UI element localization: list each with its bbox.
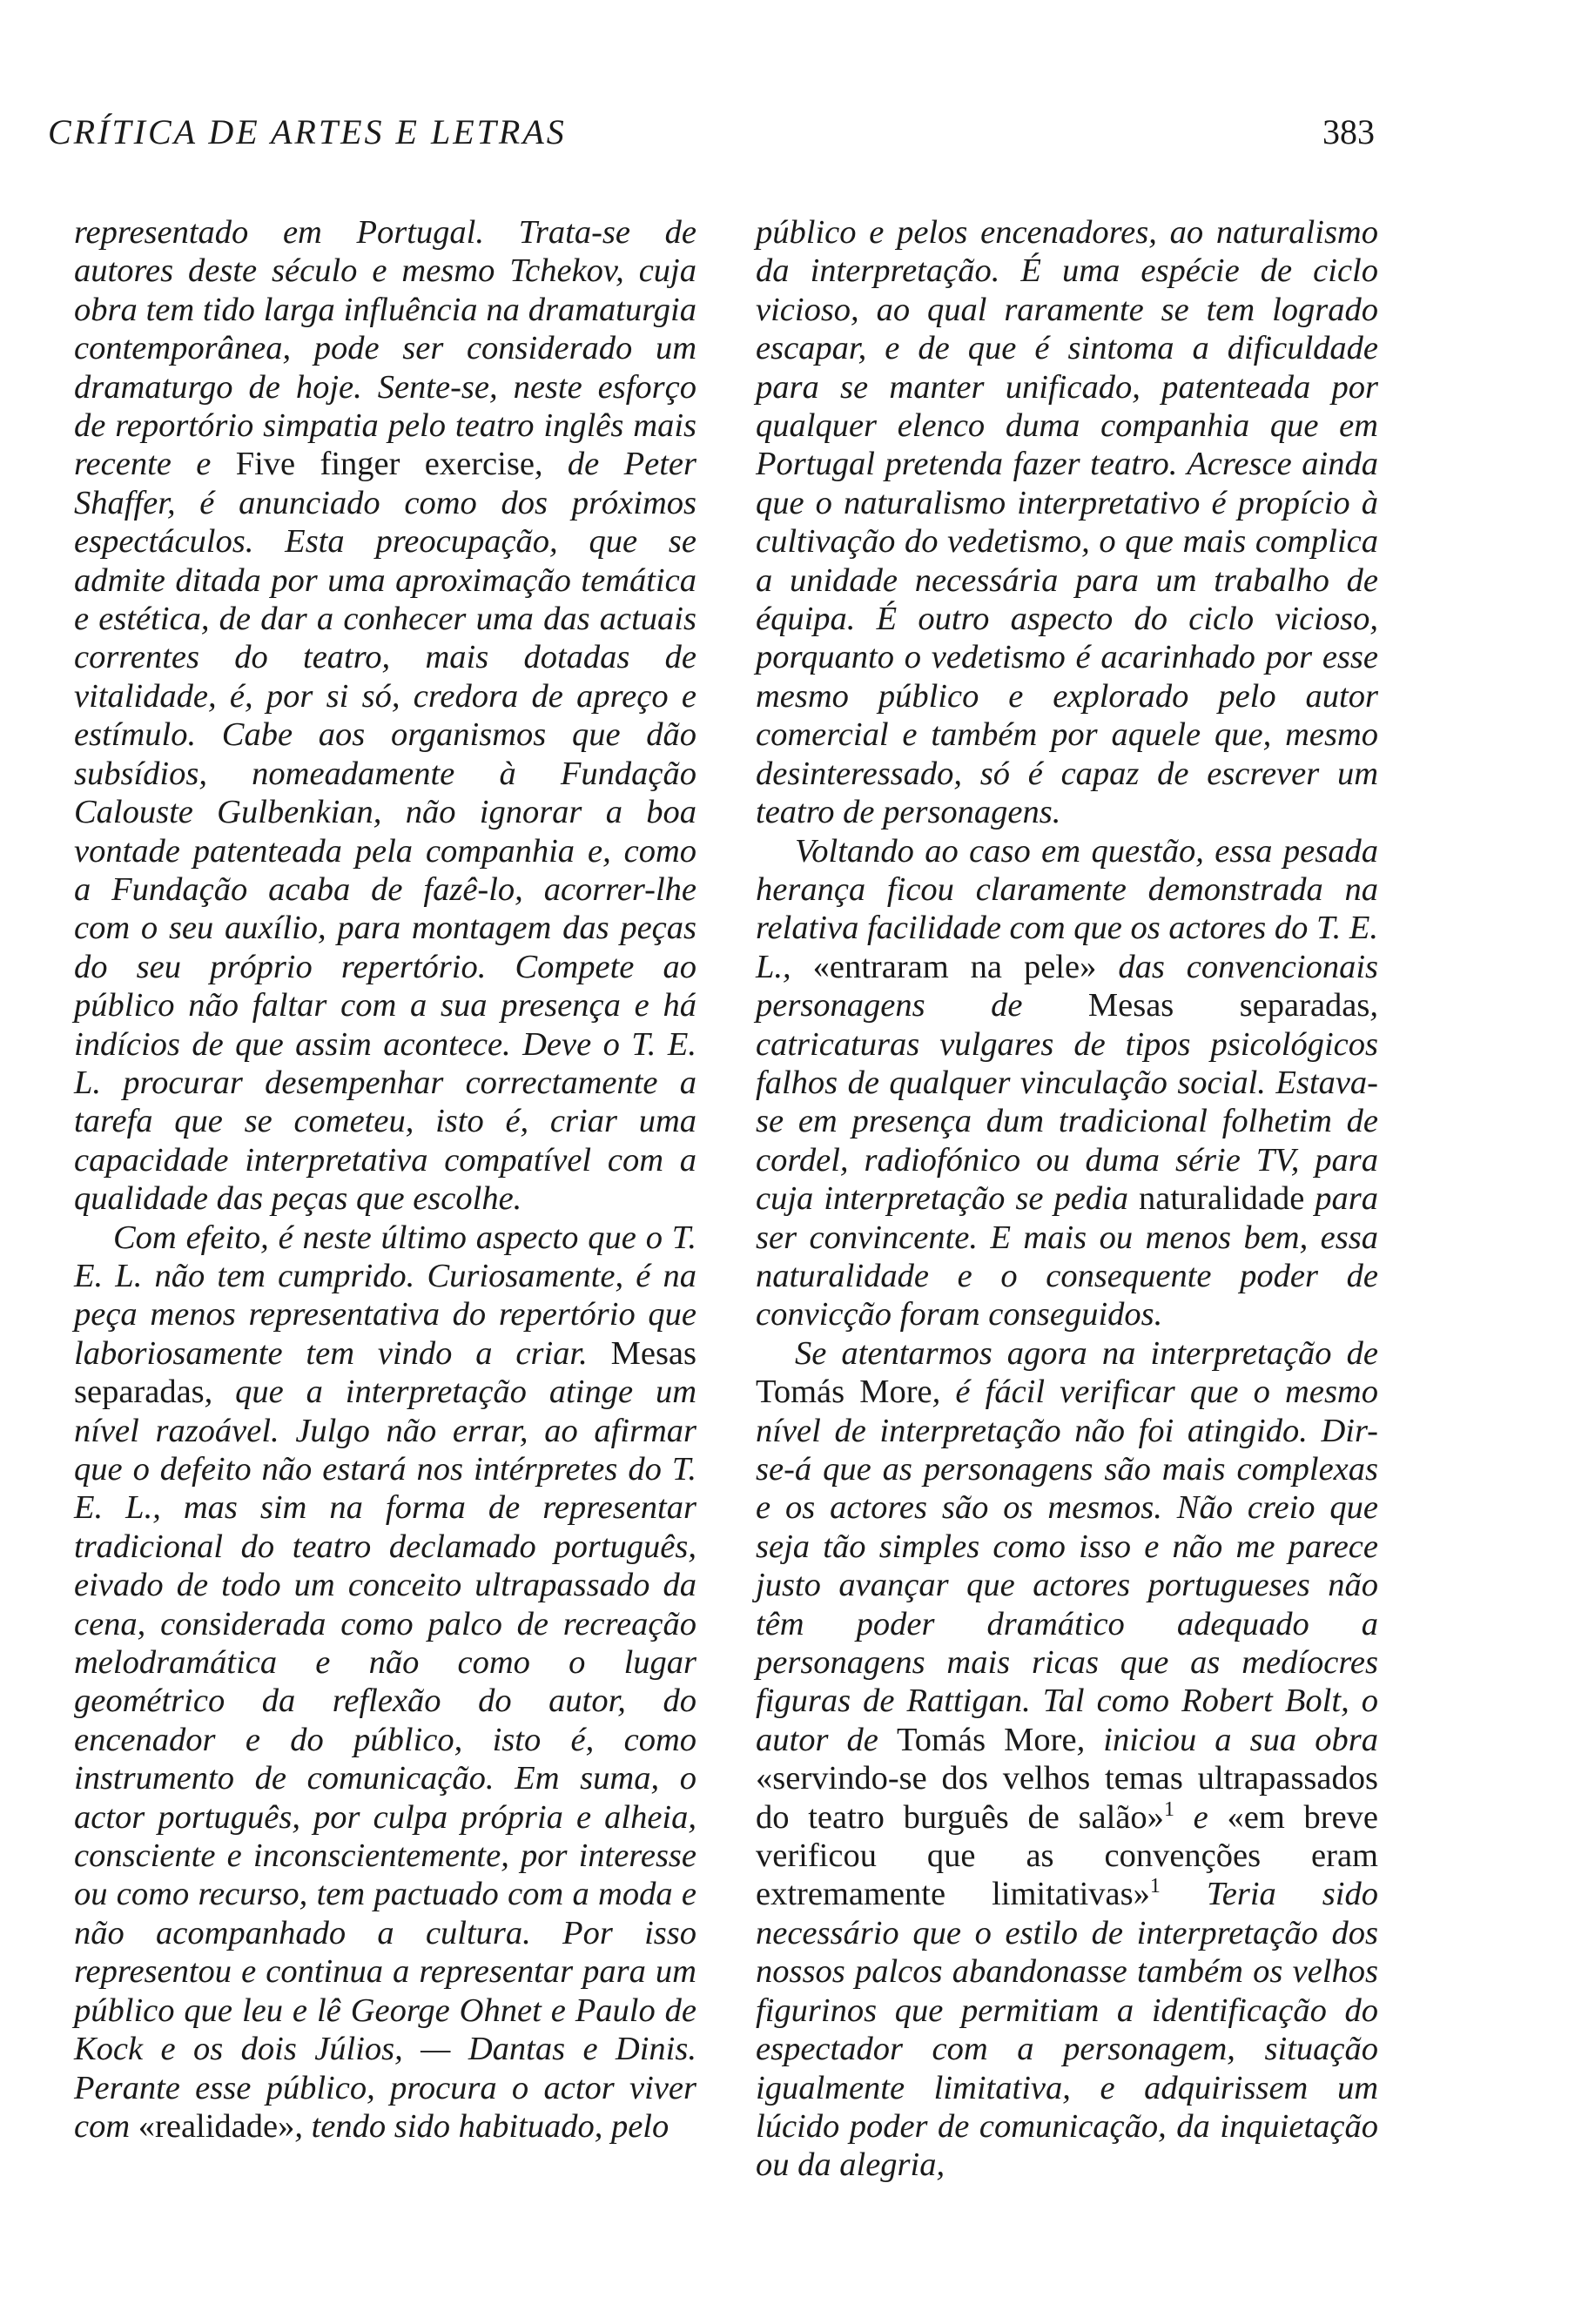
text-run: Se atentarmos agora na interpretação de [795,1334,1378,1372]
text-run: Com efeito, é neste último aspecto que o T. E. L. não tem cumprido. Curiosamente, é na peça menos representativa do repertório que laboriosamente tem vindo a criar. [74,1219,696,1372]
paragraph [756,1334,1378,2185]
roman-text: Mesas separadas [74,1334,696,1411]
text-run: para ser convincente. E mais ou menos bem, essa naturalidade e o consequente poder de convicção foram conseguidos. [756,1180,1379,1333]
roman-text: «entraram na pele» [812,948,1097,985]
footnote-marker: 1 [1163,1797,1174,1821]
text-run: , iniciou a sua obra [1076,1721,1378,1758]
text-run: , é fácil verificar que o mesmo nível de interpretação não foi atingido. Dir-se-á que as personagens são mais complexas e os actores são os mesmos. Não creio que seja tão simples como isso e não me parece justo avançar que actores portugueses não têm poder dramático adequado a personagens mais ricas que as medíocres figuras de Rattigan. Tal como Robert Bolt, o autor de [756,1374,1378,1758]
roman-text: «realidade» [138,2107,295,2145]
roman-text: Five finger exercise [235,446,535,483]
text-run: e [1174,1798,1228,1836]
running-title: CRÍTICA DE ARTES E LETRAS [48,112,567,151]
text-run: , de Peter Shaffer, é anunciado como dos próximos espectáculos. Esta preocupação, que se admite ditada por uma aproximação temática e estética, de dar a conhecer uma das actuais correntes do teatro, mais dotadas de vitalidade, é, por si só, credora de apreço e estímulo. Cabe aos organismos que dão subsídios, nomeadamente à Fundação Calouste Gulbenkian, não ignorar a boa vontade patenteada pela companhia e, como a Fundação acaba de fazê-lo, acorrer-lhe com o seu auxílio, para montagem das peças do seu próprio repertório. Compete ao público não faltar com a sua presença e há indícios de que assim acontece. Deve o T. E. L. procurar desempenhar correctamente a tarefa que se cometeu, isto é, criar uma capacidade interpretativa compatível com a qualidade das peças que escolhe. [74,446,696,1218]
page-number: 383 [1322,112,1375,151]
paragraph [74,1219,696,2146]
text-run: público e pelos encenadores, ao naturalismo da interpretação. É uma espécie de ciclo vicioso, ao qual raramente se tem logrado escapar, e de que é sintoma a dificuldade para se manter unificado, patenteada por qualquer elenco duma companhia que em Portugal pretenda fazer teatro. Acresce ainda que o naturalismo interpretativo é propício à cultivação do vedetismo, o que mais complica a unidade necessária para um trabalho de équipa. É outro aspecto do ciclo vicioso, porquanto o vedetismo é acarinhado por esse mesmo público e explorado pelo autor comercial e também por aquele que, mesmo desinteressado, só é capaz de escrever um teatro de personagens. [756,214,1378,831]
text-run: , que a interpretação atinge um nível razoável. Julgo não errar, ao afirmar que o defeito não estará nos intérpretes do T. E. L., mas sim na forma de representar tradicional do teatro declamado português, eivado de todo um conceito ultrapassado da cena, considerada como palco de recreação melodramática e não como o lugar geométrico da reflexão do autor, do encenador e do público, isto é, como instrumento de comunicação. Em suma, o actor português, por culpa própria e alheia, consciente e inconscientemente, por interesse ou como recurso, tem pactuado com a moda e não acompanhado a cultura. Por isso representou e continua a representar para um público que leu e lê George Ohnet e Paulo de Kock e os dois Júlios, — Dantas e Dinis. Perante esse público, procura o actor viver com [74,1374,696,2145]
roman-text: «em breve verificou que as convenções eram extremamente limitativas» [756,1798,1378,1913]
text-run: representado em Portugal. Trata-se de autores deste século e mesmo Tchekov, cuja obra tem tido larga influência na dramaturgia contemporânea, pode ser considerado um dramaturgo de hoje. Sente-se, neste esforço de reportório simpatia pelo teatro inglês mais recente e [74,214,696,483]
left-column [74,213,696,2146]
text-run: , tendo sido habituado, pelo [294,2107,670,2145]
text-run: das convencionais personagens de [756,948,1378,1024]
right-column [756,213,1378,2185]
roman-text: naturalidade [1139,1180,1305,1218]
text-run: Teria sido necessário que o estilo de interpretação dos nossos palcos abandonasse também os velhos figurinos que permitiam a identificação do espectador com a personagem, situação igualmente limitativa, e adquirissem um lúcido poder de comunicação, da inquietação ou da alegria, [756,1876,1378,2184]
roman-text: Mesas separadas [1087,987,1370,1024]
roman-text: Tomás More [756,1374,932,1411]
text-run: , catricaturas vulgares de tipos psicológicos falhos de qualquer vinculação social. Estava-se em presença dum tradicional folhetim de cordel, radiofónico ou duma série TV, para cuja interpretação se pedia [756,987,1378,1218]
paragraph [756,213,1378,832]
paragraph [756,832,1378,1334]
roman-text: «servindo-se dos velhos temas ultrapassados do teatro burguês de salão» [756,1760,1378,1836]
paragraph [74,213,696,1219]
roman-text: Tomás More [896,1721,1077,1758]
text-run: Voltando ao caso em questão, essa pesada herança ficou claramente demonstrada na relativa facilidade com que os actores do T. E. L., [756,832,1378,985]
footnote-marker: 1 [1149,1875,1161,1898]
